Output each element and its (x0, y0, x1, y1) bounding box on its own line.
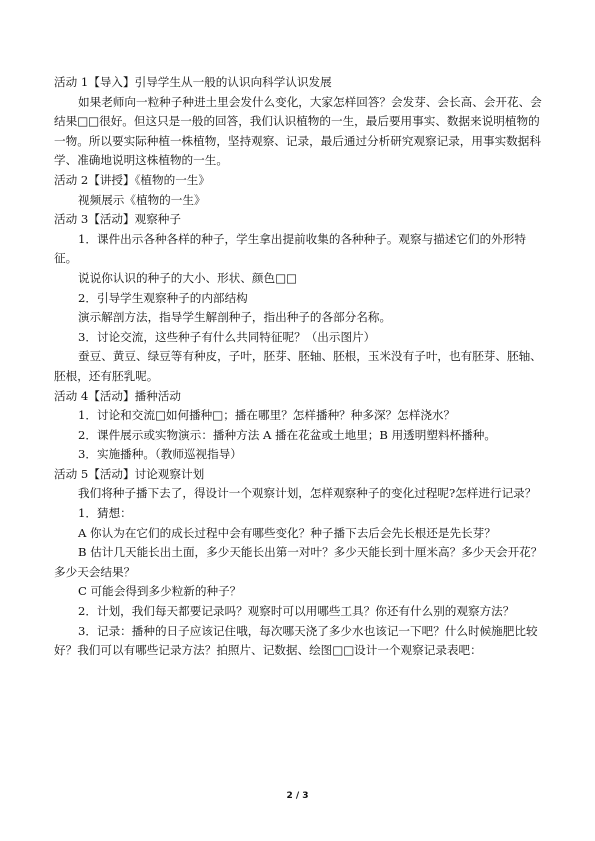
paragraph: 1．讨论和交流□如何播种□；播在哪里？怎样播种？种多深？怎样浇水？ (78, 408, 456, 423)
paragraph: 视频展示《植物的一生》 (78, 192, 206, 207)
paragraph: 2．计划，我们每天都要记录吗？观察时可以用哪些工具？你还有什么别的观察方法？ (78, 604, 515, 619)
paragraph: 1．猜想： (78, 506, 132, 521)
page-number: 2 / 3 (286, 791, 309, 801)
document-body (54, 73, 546, 661)
paragraph: C 可能会得到多少粒新的种子？ (78, 584, 242, 599)
paragraph: 说说你认识的种子的大小、形状、颜色□□ (78, 270, 298, 285)
paragraph: 2．课件展示或实物演示：播种方法 A 播在花盆或土地里；B 用透明塑料杯播种。 (78, 427, 496, 442)
paragraph: 3．实施播种。（教师巡视指导） (78, 447, 242, 462)
activity-heading: 活动 1【导入】引导学生从一般的认识向科学认识发展 (54, 75, 332, 89)
activity-heading: 活动 3【活动】观察种子 (54, 212, 181, 227)
paragraph: 3．记录：播种的日子应该记住哦，每次哪天浇了多少水也该记一下吧？什么时候施肥比较好？我们可以有哪些记录方法？拍照片、记数据、绘图□□设计一个观察记录表吧： (54, 623, 538, 658)
activity-heading: 活动 4【活动】播种活动 (54, 388, 181, 403)
paragraph: 3．讨论交流，这些种子有什么共同特征呢？（出示图片） (78, 329, 376, 344)
paragraph: 2．引导学生观察种子的内部结构 (78, 290, 248, 305)
paragraph: 如果老师向一粒种子种进土里会发什么变化，大家怎样回答？会发芽、会长高、会开花、会结果□□很好。但这只是一般的回答，我们认识植物的一生，最后要用事实、数据来说明植物的一物。所以要实际种植一株植物，坚持观察、记录，最后通过分析研究观察记录，用事实数据科学、准确地说明这株植物的一生。 (54, 94, 542, 168)
activity-heading: 活动 5【活动】讨论观察计划 (54, 466, 205, 481)
paragraph: 演示解剖方法，指导学生解剖种子，指出种子的各部分名称。 (78, 310, 392, 325)
activity-heading: 活动 2【讲授】《植物的一生》 (54, 172, 210, 187)
paragraph: 1．课件出示各种各样的种子，学生拿出提前收集的各种种子。观察与描述它们的外形特征。 (54, 231, 526, 266)
paragraph: B 估计几天能长出土面，多少天能长出第一对叶？多少天能长到十厘米高？多少天会开花？多少天会结果？ (54, 545, 543, 579)
paragraph: 我们将种子播下去了，得设计一个观察计划，怎样观察种子的变化过程呢?怎样进行记录？ (78, 486, 537, 501)
paragraph: 蚕豆、黄豆、绿豆等有种皮，子叶，胚芽、胚轴、胚根，玉米没有子叶，也有胚芽、胚轴、胚根，还有胚乳呢。 (54, 349, 542, 383)
paragraph: A 你认为在它们的成长过程中会有哪些变化？种子播下去后会先长根还是先长芽？ (78, 525, 496, 540)
